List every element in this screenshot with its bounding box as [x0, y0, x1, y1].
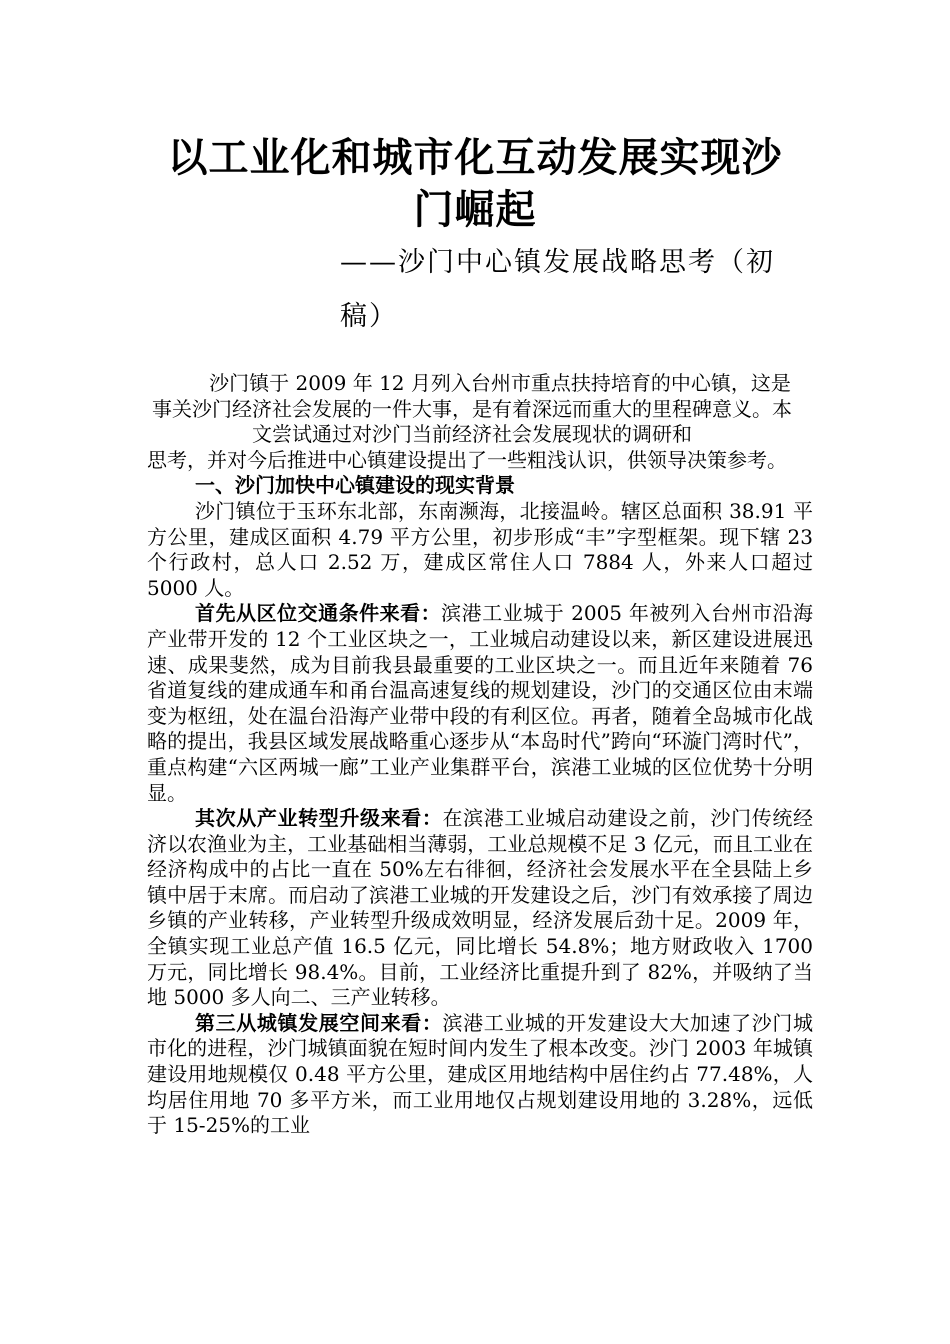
paragraph-text: 滨港工业城于 2005 年被列入台州市沿海产业带开发的 12 个工业区块之一，工业城启动建设以来，新区建设进展迅速、成果斐然，成为目前我县最重要的工业区块之一。而且近年来随着 76 省道复线的建成通车和甬台温高速复线的规划建设，沙门的交通区位由末端变为枢纽，处在温台沿海产业带中段的有利区位。再者，随着全岛城市化战略的提出，我县区域发展战略重心逐步从“本岛时代”跨向“环漩门湾时代”，重点构建“六区两城一廊”工业产业集群平台，滨港工业城的区位优势十分明显。 — [147, 601, 813, 805]
paragraph-overview: 沙门镇位于玉环东北部，东南濒海，北接温岭。辖区总面积 38.91 平方公里，建成区面积 4.79 平方公里，初步形成“丰”字型框架。现下辖 23 个行政村，总人口 2.52 万，建成区常住人口 7884 人，外来人口超过 5000 人。 — [147, 498, 813, 600]
intro-paragraph-continued: 思考，并对今后推进中心镇建设提出了一些粗浅认识，供领导决策参考。 — [147, 447, 787, 472]
paragraph-lead: 第三从城镇发展空间来看： — [195, 1010, 443, 1035]
document-title: 以工业化和城市化互动发展实现沙门崛起 — [167, 135, 783, 233]
paragraph-text: 在滨港工业城启动建设之前，沙门传统经济以农渔业为主，工业基础相当薄弱，工业总规模不足 3 亿元，而且工业在经济构成中的占比一直在 50%左右徘徊，经济社会发展水平在全县陆上乡镇中居于末席。而启动了滨港工业城的开发建设之后，沙门有效承接了周边乡镇的产业转移，产业转型升级成效明显，经济发展后劲十足。2009 年，全镇实现工业总产值 16.5 亿元，同比增长 54.8%；地方财政收入 1700 万元，同比增长 98.4%。目前，工业经济比重提升到了 82%，并吸纳了当地 5000 多人向二、三产业转移。 — [147, 806, 814, 1010]
intro-paragraph: 沙门镇于 2009 年 12 月列入台州市重点扶持培育的中心镇，这是事关沙门经济社会发展的一件大事，是有着深远而重大的里程碑意义。本文尝试通过对沙门当前经济社会发展现状的调研和 — [152, 371, 792, 447]
section-heading: 一、沙门加快中心镇建设的现实背景 — [195, 473, 515, 498]
paragraph-industry — [147, 806, 813, 1011]
paragraph-lead: 首先从区位交通条件来看： — [195, 601, 442, 626]
document-body — [147, 371, 813, 1139]
paragraph-lead: 其次从产业转型升级来看： — [195, 806, 443, 831]
paragraph-text: 滨港工业城的开发建设大大加速了沙门城市化的进程，沙门城镇面貌在短时间内发生了根本改变。沙门 2003 年城镇建设用地规模仅 0.48 平方公里，建成区用地结构中居住约占 77.48%，人均居住用地 70 多平方米，而工业用地仅占规划建设用地的 3.28%，远低于 15-25%的工业 — [147, 1010, 814, 1138]
paragraph-location — [147, 601, 813, 806]
document-subtitle: ——沙门中心镇发展战略思考（初稿） — [340, 247, 775, 332]
paragraph-urban-space — [147, 1011, 813, 1139]
